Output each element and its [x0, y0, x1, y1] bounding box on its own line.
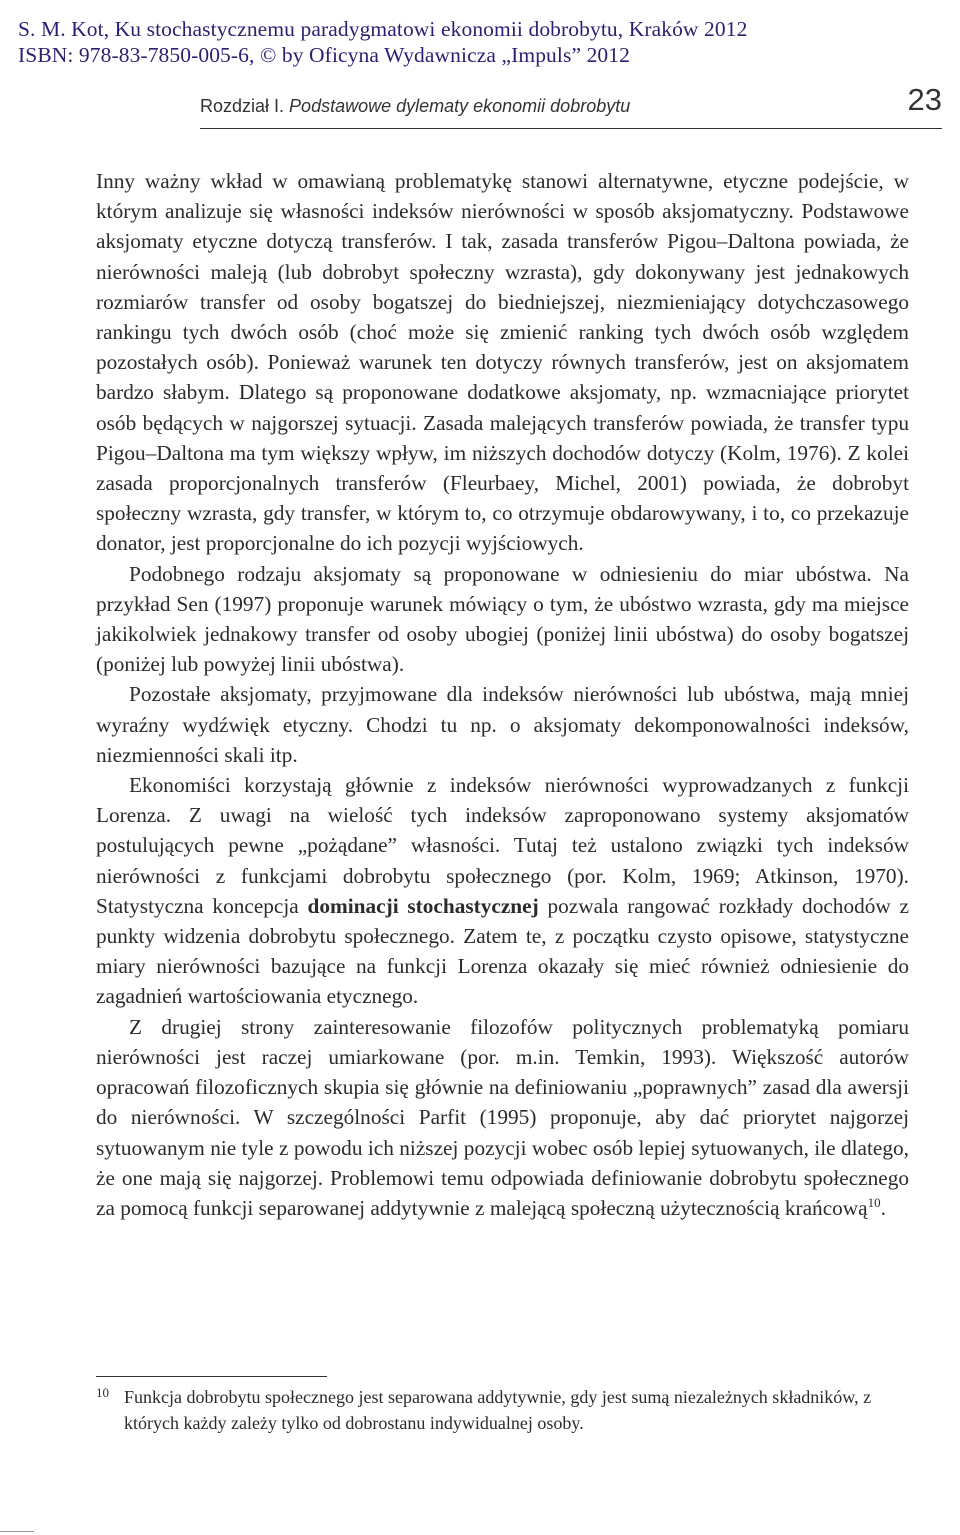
chapter-prefix: Rozdział I. — [200, 96, 290, 116]
paragraph-other-axioms: Pozostałe aksjomaty, przyjmowane dla indeksów nierówności lub ubóstwa, mają mniej wyraźny wydźwięk etyczny. Chodzi tu np. o aksjomaty dekomponowalności indeksów, niezmienności skali itp. — [96, 682, 909, 767]
paragraph-poverty-axioms: Podobnego rodzaju aksjomaty są proponowane w odniesieniu do miar ubóstwa. Na przykład Sen (1997) proponuje warunek mówiący o tym, że ubóstwo wzrasta, gdy ma miejsce jakikolwiek jednakowy transfer od osoby ubogiej (poniżej linii ubóstwa) do osoby bogatszej (poniżej lub powyżej linii ubóstwa). — [96, 561, 909, 677]
paragraph-philosophers-text: Z drugiej strony zainteresowanie filozofów politycznych problematyką pomiaru nierówności jest raczej umiarkowane (por. m.in. Temkin, 1993). Większość autorów opracowań filozoficznych skupia się głównie na definiowaniu „poprawnych” zasad dla awersji do nierówności. W szczególności Parfit (1995) proponuje, aby dać priorytet najgorzej sytuowanym nie tyle z powodu ich niższej pozycji wobec osób lepiej sytuowanych, ile dlatego, że one mają się najgorzej. Problemowi temu odpowiada definiowanie dobrobytu społecznego za pomocą funkcji separowanej addytywnie z malejącą społeczną użytecznością krańcową — [96, 1014, 909, 1220]
paragraph-transfers-text: Inny ważny wkład w omawianą problematykę stanowi alternatywne, etyczne podejście, w którym analizuje się własności indeksów nierówności w sposób aksjomatyczny. Podstawowe aksjomaty etyczne dotyczą transferów. I tak, zasada transferów Pigou–Daltona powiada, że nierówności maleją (lub dobrobyt społeczny wzrasta), gdy dokonywany jest jednakowych rozmiarów transfer od osoby bogatszej do biedniejszej, niezmieniający dotychczasowego rankingu tych dwóch osób (choć może się zmienić ranking tych dwóch osób względem pozostałych osób). Ponieważ warunek ten dotyczy równych transferów, jest on aksjomatem bardzo słabym. Dlatego są proponowane dodatkowe aksjomaty, np. wzmacniające priorytet osób będących w najgorszej sytuacji. Zasada malejących transferów powiada, że transfer typu Pigou–Daltona ma tym większy wpływ, im niższych dochodów dotyczy (Kolm, 1976). Z kolei zasada proporcjonalnych transferów (Fleurbaey, Michel, 2001) powiada, że dobrobyt społeczny wzrasta, gdy transfer, w którym to, co otrzymuje obdarowywany, i to, co przekazuje donator, jest proporcjonalne do ich pozycji wyjściowych. — [96, 169, 909, 556]
footnote-divider — [96, 1376, 327, 1377]
footnote-reference[interactable]: 10 — [867, 1194, 881, 1210]
running-title — [200, 96, 630, 117]
running-header — [200, 80, 942, 129]
footnote-number: 10 — [96, 1385, 109, 1400]
paragraph-lorenz-text-end: pozwala rangować rozkłady dochodów z punkty widzenia dobrobytu społecznego. Zatem te, z początku czysto opisowe, statystyczne miary nierówności bazujące na funkcji Lorenza okazały się mieć również odniesienie do zagadnień wartościowania etycznego. — [96, 893, 909, 1009]
footnote-text: Funkcja dobrobytu społecznego jest separowana addytywnie, gdy jest sumą niezależnych składników, z których każdy zależy tylko od dobrostanu indywidualnej osoby. — [124, 1387, 872, 1433]
sentence-end: . — [880, 1195, 886, 1220]
page-edge-mark — [0, 1531, 34, 1532]
page-number: 23 — [907, 82, 942, 117]
paragraph-lorenz — [96, 770, 909, 1012]
main-text — [96, 166, 909, 1223]
paragraph-philosophers — [96, 1012, 909, 1223]
watermark-isbn-line: ISBN: 978-83-7850-005-6, © by Oficyna Wydawnicza „Impuls” 2012 — [18, 43, 630, 67]
paragraph-transfers — [96, 166, 909, 559]
paragraph-lorenz-text-start: Ekonomiści korzystają głównie z indeksów nierówności wyprowadzanych z funkcji Lorenza. Z uwagi na wielość tych indeksów zaproponowano systemy aksjomatów postulujących pewne „pożądane” własności. Tutaj też ustalono związki tych indeksów nierówności z funkcjami dobrobytu społecznego (por. Kolm, 1969; Atkinson, 1970). Statystyczna koncepcja — [96, 773, 909, 918]
bold-term: dominacji stochastycznej — [307, 893, 539, 918]
watermark-citation-line: S. M. Kot, Ku stochastycznemu paradygmatowi ekonomii dobrobytu, Kraków 2012 — [18, 17, 748, 41]
chapter-title: Podstawowe dylematy ekonomii dobrobytu — [289, 96, 631, 116]
footnote — [96, 1384, 908, 1436]
